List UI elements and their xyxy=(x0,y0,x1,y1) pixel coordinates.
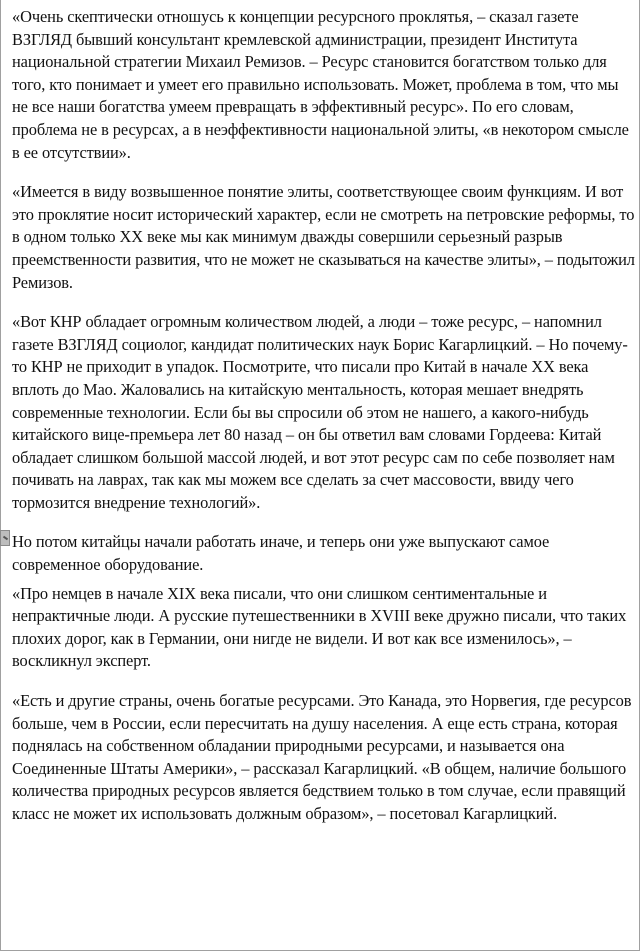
paragraph-germans: «Про немцев в начале XIX века писали, что они слишком сентиментальные и непрактичные люди. А русские путешественники в XVIII веке дружно писали, что таких плохих дорог, как в Германии, они нигде не видели. И вот как все изменилось», – воскликнул эксперт. xyxy=(12,583,627,671)
paragraph-china-modern: Но потом китайцы начали работать иначе, и теперь они уже выпускают самое современное оборудование. xyxy=(12,532,550,575)
paragraph-other-countries: «Есть и другие страны, очень богатые ресурсами. Это Канада, это Норвегия, где ресурсов больше, чем в России, если пересчитать на душу населения. А еще есть страна, которая поднялась на собственном обладании природными ресурсами, и называется она Соединенные Штаты Америки», – рассказал Кагарлицкий. «В общем, наличие большого количества природных ресурсов является бедствием только в том случае, если правящий класс не может их использовать должным образом», – посетовал Кагарлицкий. xyxy=(12,691,632,823)
paragraph-marker-icon[interactable] xyxy=(0,530,10,546)
paragraph-kagarlitsky-china: «Вот КНР обладает огромным количеством людей, а люди – тоже ресурс, – напомнил газете ВЗГЛЯД социолог, кандидат политических наук Борис Кагарлицкий. – Но почему-то КНР не приходит в упадок. Посмотрите, что писали про Китай в начале XX века вплоть до Мао. Жаловались на китайскую ментальность, которая мешает внедрять современные технологии. Если бы вы спросили об этом не нашего, а какого-нибудь китайского вице-премьера лет 80 назад – он бы ответил вам словами Гордеева: Китай обладает слишком большой массой людей, и вот этот ресурс сам по себе позволяет нам почивать на лаврах, так как мы можем все сделать за счет массовости, ввиду чего тормозится внедрение технологий». xyxy=(12,312,628,512)
paragraph-remizov-quote: «Очень скептически отношусь к концепции ресурсного проклятья, – сказал газете ВЗГЛЯД бывший консультант кремлевской администрации, президент Института национальной стратегии Михаил Ремизов. – Ресурс становится богатством только для того, кто понимает и умеет его правильно использовать. Может, проблема в том, что мы не все наши богатства умеем превращать в эффективный ресурс». По его словам, проблема не в ресурсах, а в неэффективности национальной элиты, «в некотором смысле в ее отсутствии». xyxy=(12,7,629,162)
paragraph-elite-quote: «Имеется в виду возвышенное понятие элиты, соответствующее своим функциям. И вот это проклятие носит исторический характер, если не смотреть на петровские реформы, то в одном только XX веке мы как минимум дважды совершили серьезный разрыв преемственности развития, что не может не сказываться на качестве элиты», – подытожил Ремизов. xyxy=(12,182,635,292)
article-body xyxy=(12,6,636,826)
